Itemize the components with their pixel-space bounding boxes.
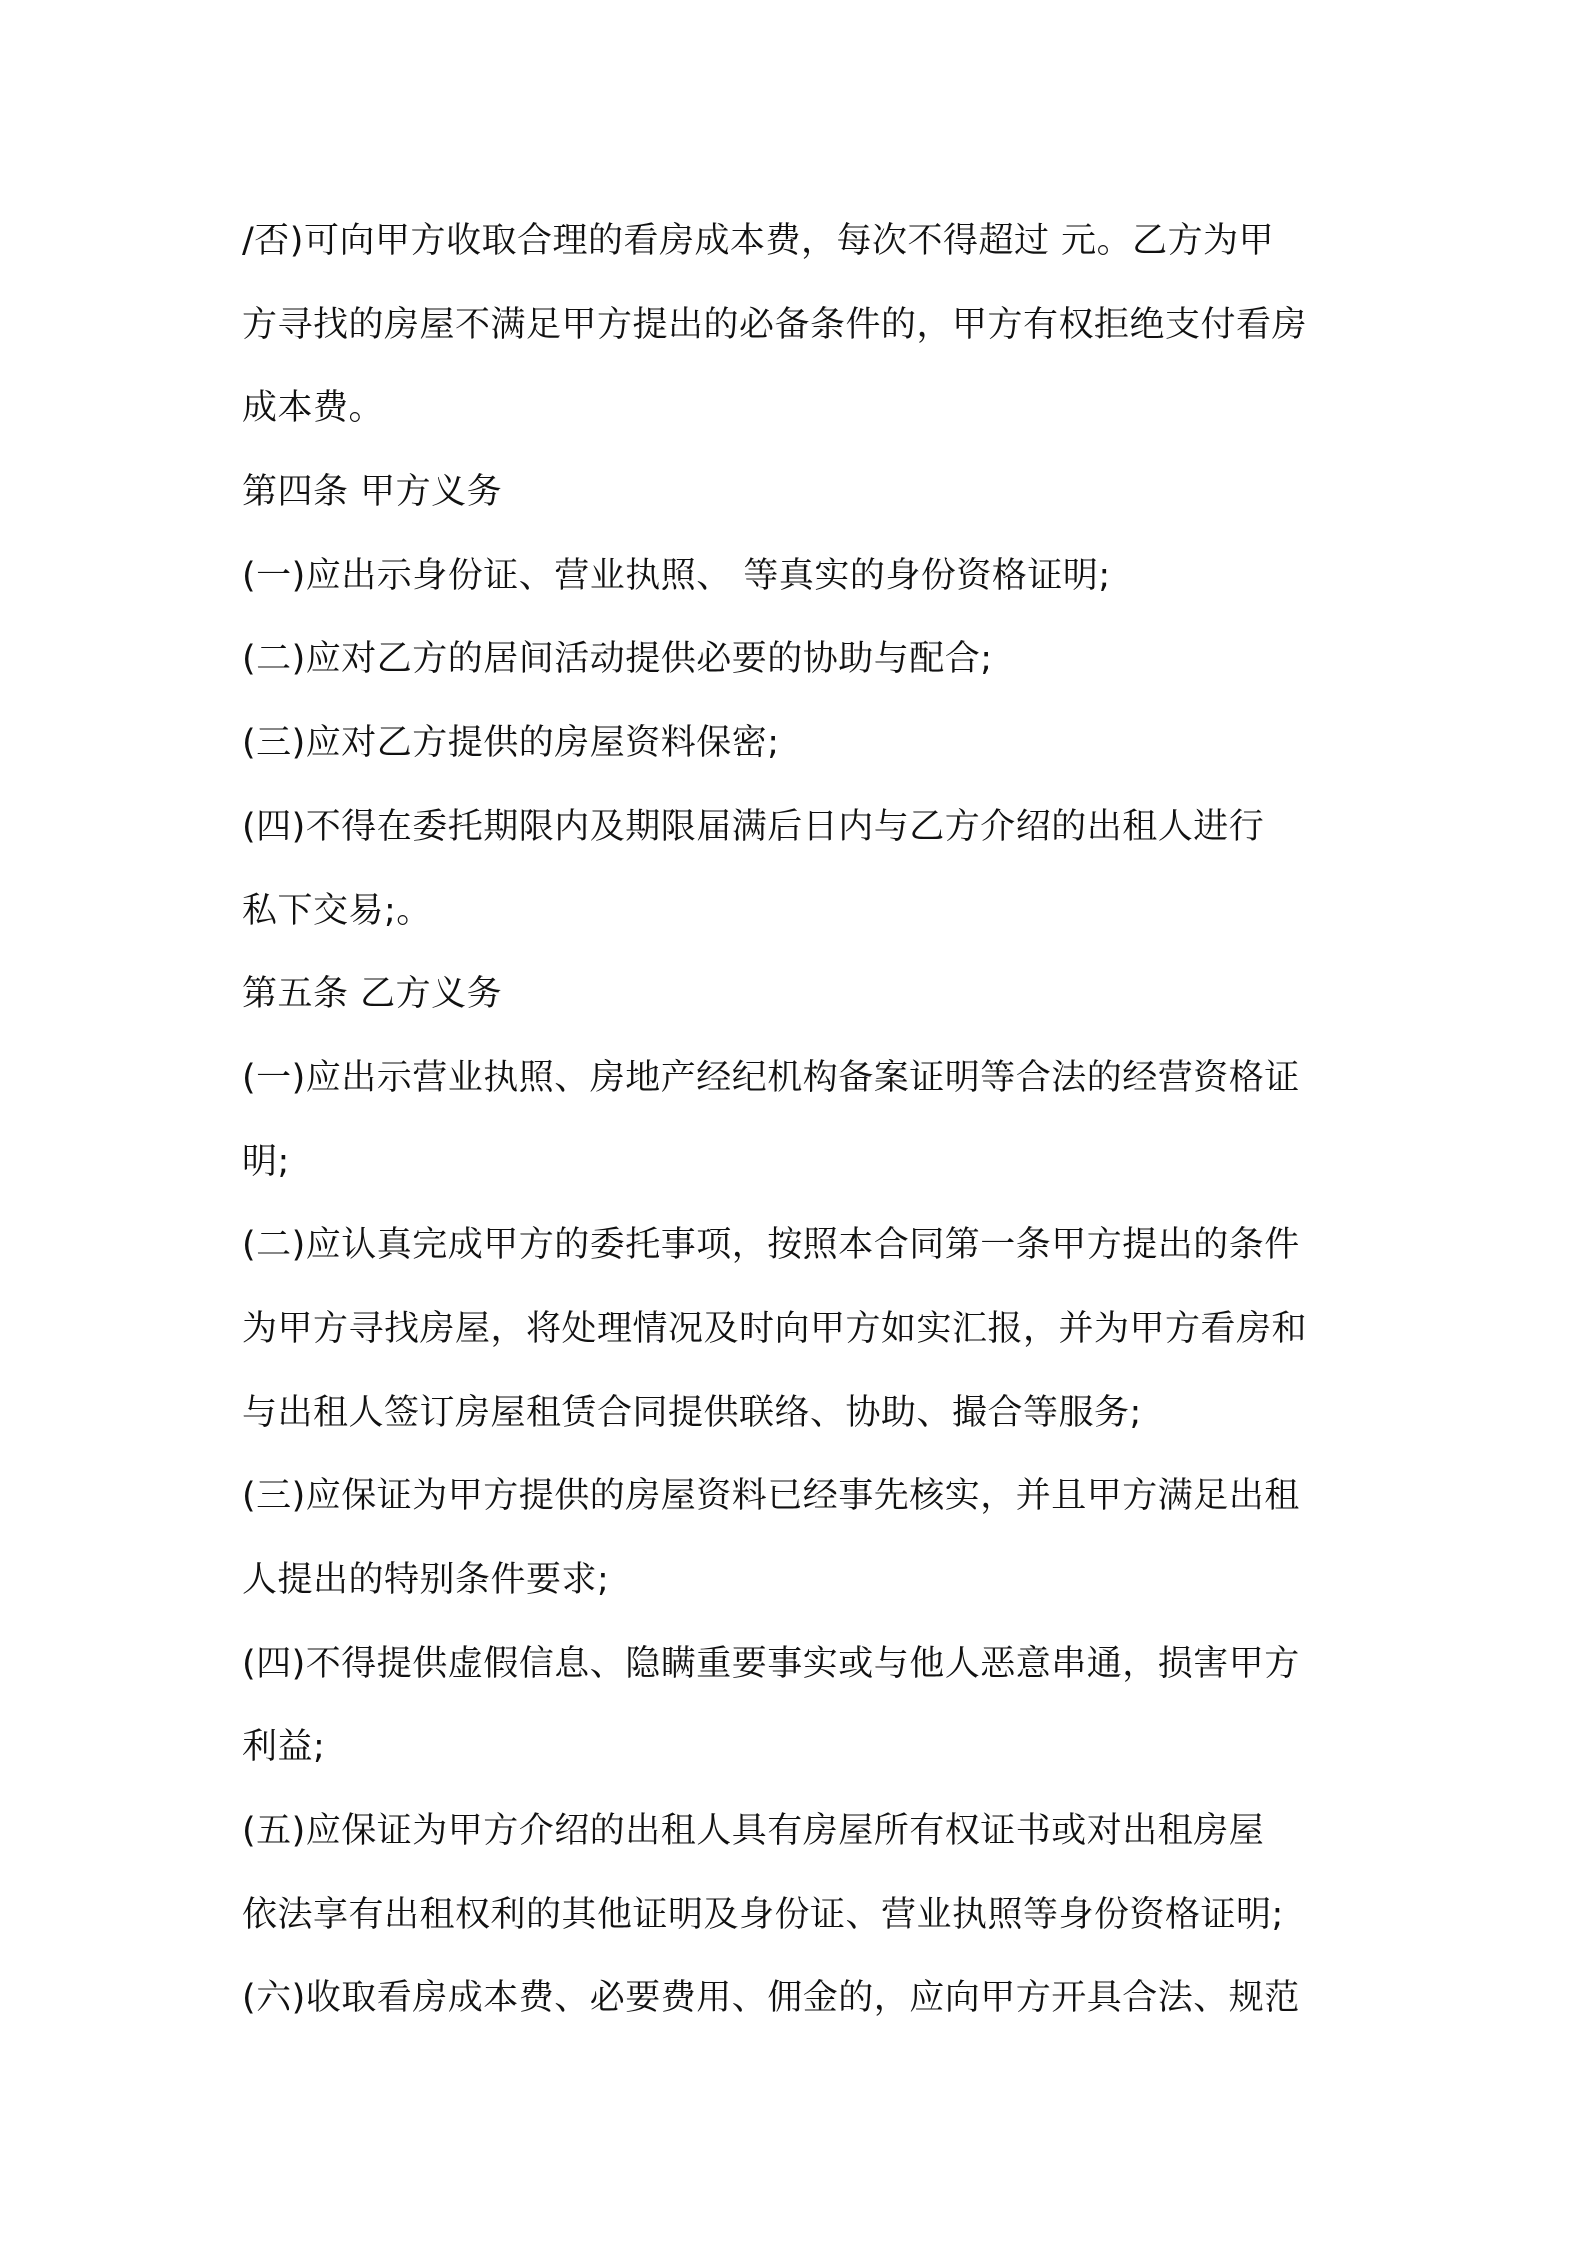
text-line-5: (一)应出示身份证、营业执照、 等真实的身份资格证明; (242, 555, 1111, 596)
text-line-9: 私下交易;。 (242, 890, 432, 931)
text-line-19: 利益; (242, 1727, 326, 1768)
text-line-6: (二)应对乙方的居间活动提供必要的协助与配合; (242, 639, 993, 680)
text-line-17: 人提出的特别条件要求; (242, 1560, 610, 1600)
text-line-8: (四)不得在委托期限内及期限届满后日内与乙方介绍的出租人进行 (242, 806, 1265, 847)
contract-text (242, 200, 1362, 2041)
section-heading-article-5: 第五条 乙方义务 (242, 974, 503, 1015)
text-line-1: /否)可向甲方收取合理的看房成本费，每次不得超过 元。乙方为甲 (242, 221, 1275, 261)
text-line-16: (三)应保证为甲方提供的房屋资料已经事先核实，并且甲方满足出租 (242, 1476, 1300, 1517)
text-line-2: 方寻找的房屋不满足甲方提出的必备条件的，甲方有权拒绝支付看房 (242, 304, 1308, 345)
text-line-7: (三)应对乙方提供的房屋资料保密; (242, 723, 780, 764)
text-line-11: (一)应出示营业执照、房地产经纪机构备案证明等合法的经营资格证 (242, 1057, 1300, 1098)
text-line-13: (二)应认真完成甲方的委托事项，按照本合同第一条甲方提出的条件 (242, 1225, 1300, 1266)
section-heading-article-4: 第四条 甲方义务 (242, 472, 503, 513)
text-line-14: 为甲方寻找房屋，将处理情况及时向甲方如实汇报，并为甲方看房和 (242, 1308, 1308, 1349)
text-line-20: (五)应保证为甲方介绍的出租人具有房屋所有权证书或对出租房屋 (242, 1811, 1265, 1852)
text-line-3: 成本费。 (242, 388, 385, 429)
text-line-21: 依法享有出租权利的其他证明及身份证、营业执照等身份资格证明; (242, 1894, 1284, 1935)
text-line-22: (六)收取看房成本费、必要费用、佣金的，应向甲方开具合法、规范 (242, 1978, 1300, 2019)
text-line-18: (四)不得提供虚假信息、隐瞒重要事实或与他人恶意串通，损害甲方 (242, 1643, 1300, 1684)
text-line-12: 明; (242, 1141, 290, 1182)
text-line-15: 与出租人签订房屋租赁合同提供联络、协助、撮合等服务; (242, 1392, 1142, 1433)
